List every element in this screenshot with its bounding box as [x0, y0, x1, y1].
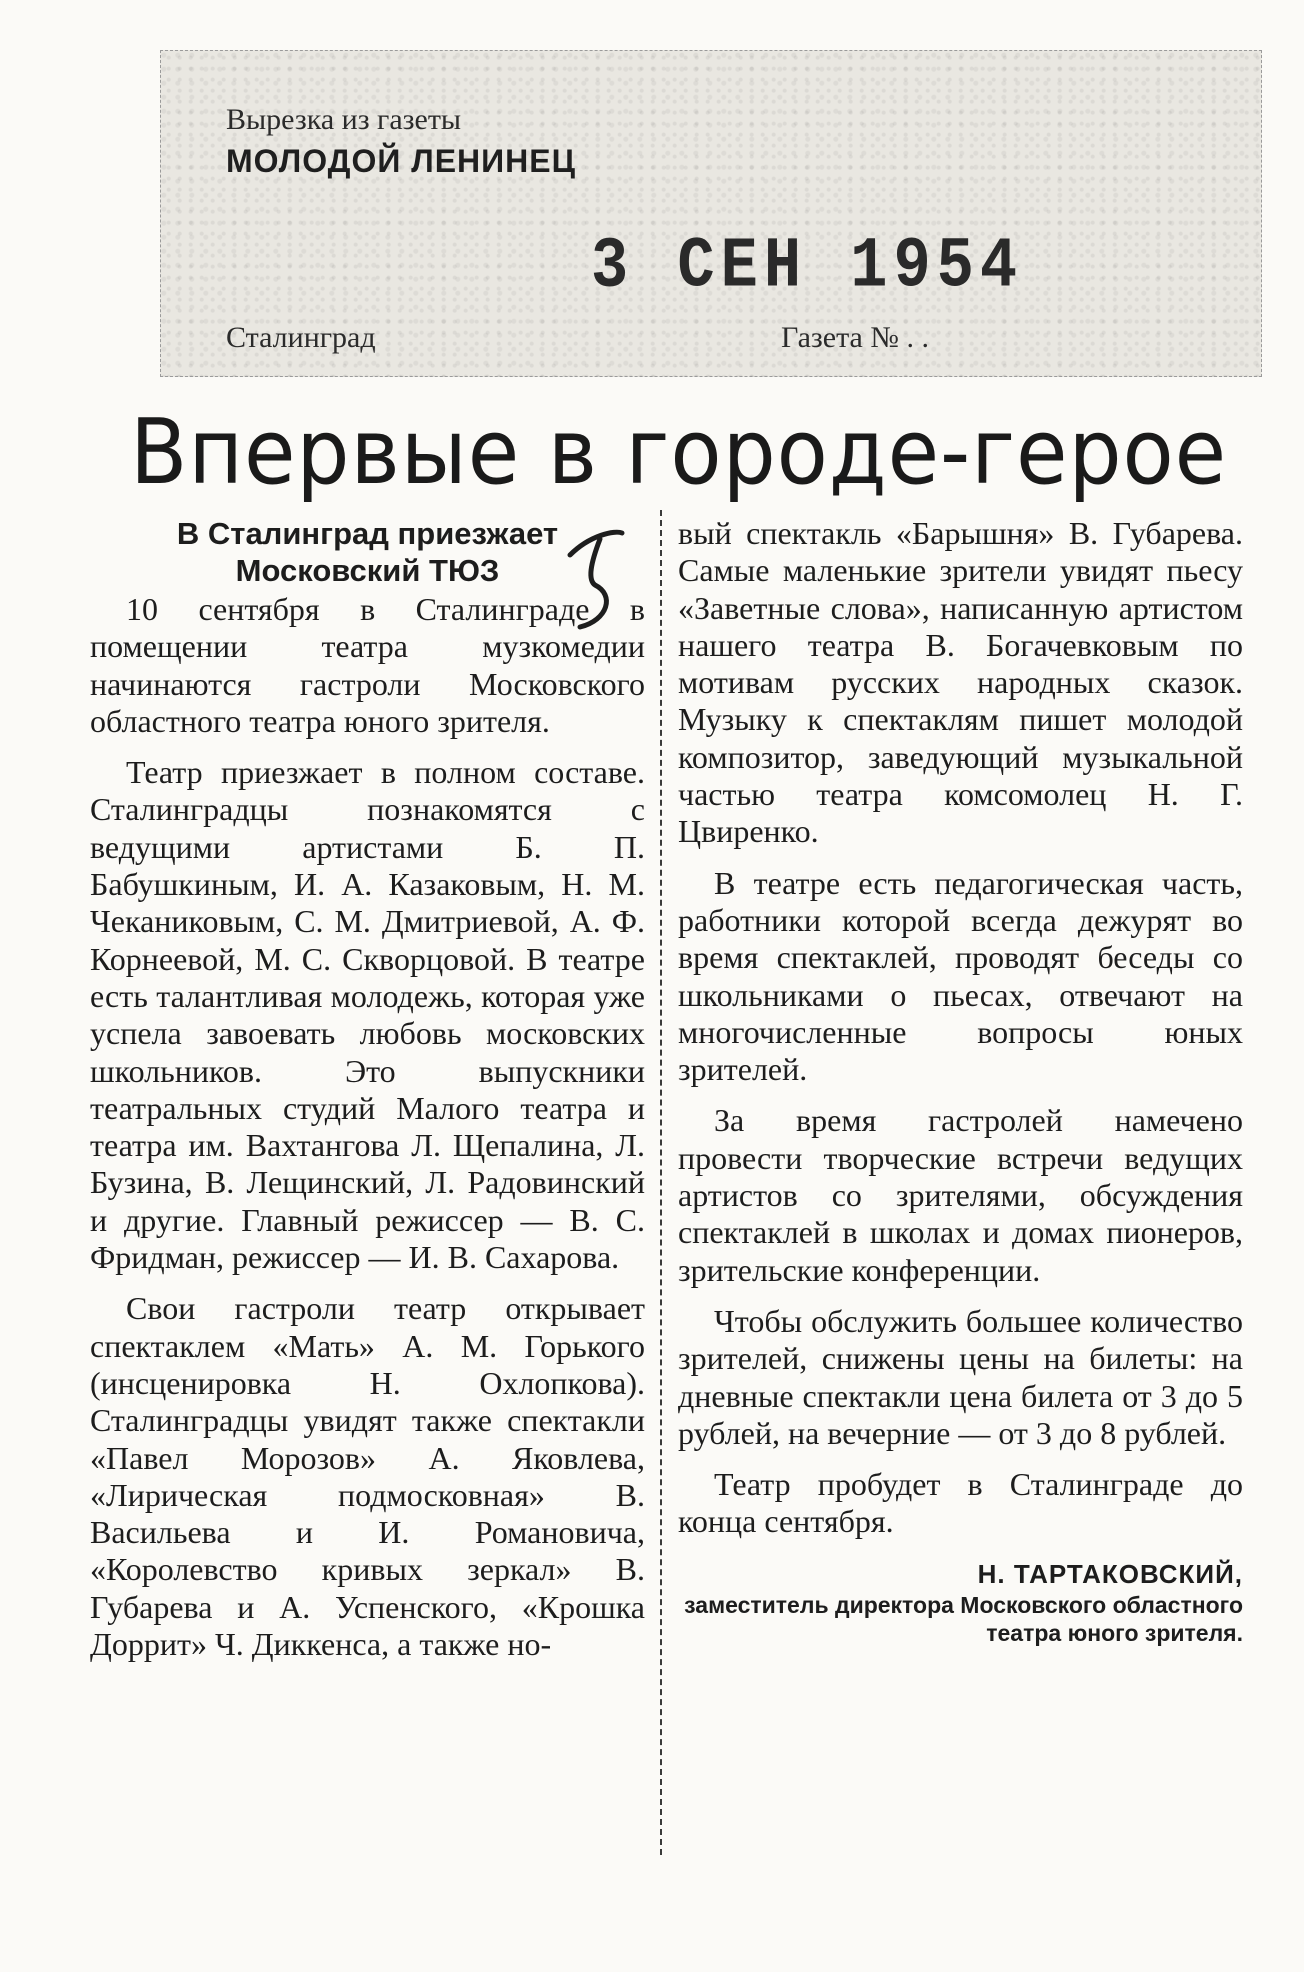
subhead-line-2: Московский ТЮЗ	[235, 553, 500, 588]
article-column-left	[90, 515, 645, 1677]
author-signature: Н. ТАРТАКОВСКИЙ,	[977, 1558, 1243, 1589]
paragraph-left-3: Свои гастроли театр открывает спектаклем «Мать» А. М. Горького (инсценировка Н. Охлопкова). Сталинградцы увидят также спектакли «Павел Морозов» А. Яковлева, «Лирическая подмосковная» В. Васильева и И. Романовича, «Королевство кривых зеркал» В. Губарева и А. Успенского, «Крошка Доррит» Ч. Диккенса, а также но-	[90, 1290, 645, 1663]
newspaper-name: МОЛОДОЙ ЛЕНИНЕЦ	[226, 143, 576, 179]
paragraph-right-5: Театр пробудет в Сталинграде до конца сентября.	[678, 1466, 1243, 1540]
date-stamp: 3 СЕН 1954	[591, 225, 1024, 308]
paragraph-right-3: За время гастролей намечено провести творческие встречи ведущих артистов со зрителями, обсуждения спектаклей в школах и домах пионеров, зрительские конференции.	[678, 1102, 1243, 1288]
paragraph-left-2: Театр приезжает в полном составе. Сталинградцы познакомятся с ведущими артистами Б. П. Бабушкиным, И. А. Казаковым, Н. М. Чеканиковым, С. М. Дмитриевой, А. Ф. Корнеевой, М. С. Скворцовой. В театре есть талантливая молодежь, которая уже успела завоевать любовь московских школьников. Это выпускники театральных студий Малого театра и театра им. Вахтангова Л. Щепалина, Л. Бузина, В. Лещинский, Л. Радовинский и другие. Главный режиссер — В. С. Фридман, режиссер — И. В. Сахарова.	[90, 754, 645, 1276]
handwritten-pen-mark-icon	[560, 525, 630, 635]
clipping-source-label: Вырезка из газеты	[226, 103, 462, 136]
paper-number-label: Газета № . .	[781, 321, 929, 354]
clipping-label	[160, 50, 1262, 377]
paragraph-left-1: 10 сентября в Сталинграде в помещении театра музкомедии начинаются гастроли Московского областного театра юного зрителя.	[90, 591, 645, 739]
article-headline: Впервые в городе-герое	[130, 400, 1228, 505]
paragraph-right-4: Чтобы обслужить большее количество зрителей, снижены цены на билеты: на дневные спектакли цена билета от 3 до 5 рублей, на вечерние — от 3 до 8 рублей.	[678, 1302, 1243, 1451]
paragraph-right-2: В театре есть педагогическая часть, работники которой всегда дежурят во время спектаклей, проводят беседы со школьниками о пьесах, отвечают на многочисленные вопросы юных зрителей.	[678, 864, 1243, 1088]
author-position: заместитель директора Московского областного театра юного зрителя.	[684, 1591, 1243, 1646]
column-divider	[660, 510, 662, 1855]
subhead-line-1: В Сталинград приезжает	[176, 516, 559, 551]
article-column-right	[678, 515, 1243, 1647]
city-label: Сталинград	[226, 321, 376, 354]
paragraph-right-1: вый спектакль «Барышня» В. Губарева. Самые маленькие зрители увидят пьесу «Заветные слова», написанную артистом нашего театра В. Богачевковым по мотивам русских народных сказок. Музыку к спектаклям пишет молодой композитор, заведующий музыкальной частью театра комсомолец Н. Г. Цвиренко.	[678, 515, 1243, 850]
